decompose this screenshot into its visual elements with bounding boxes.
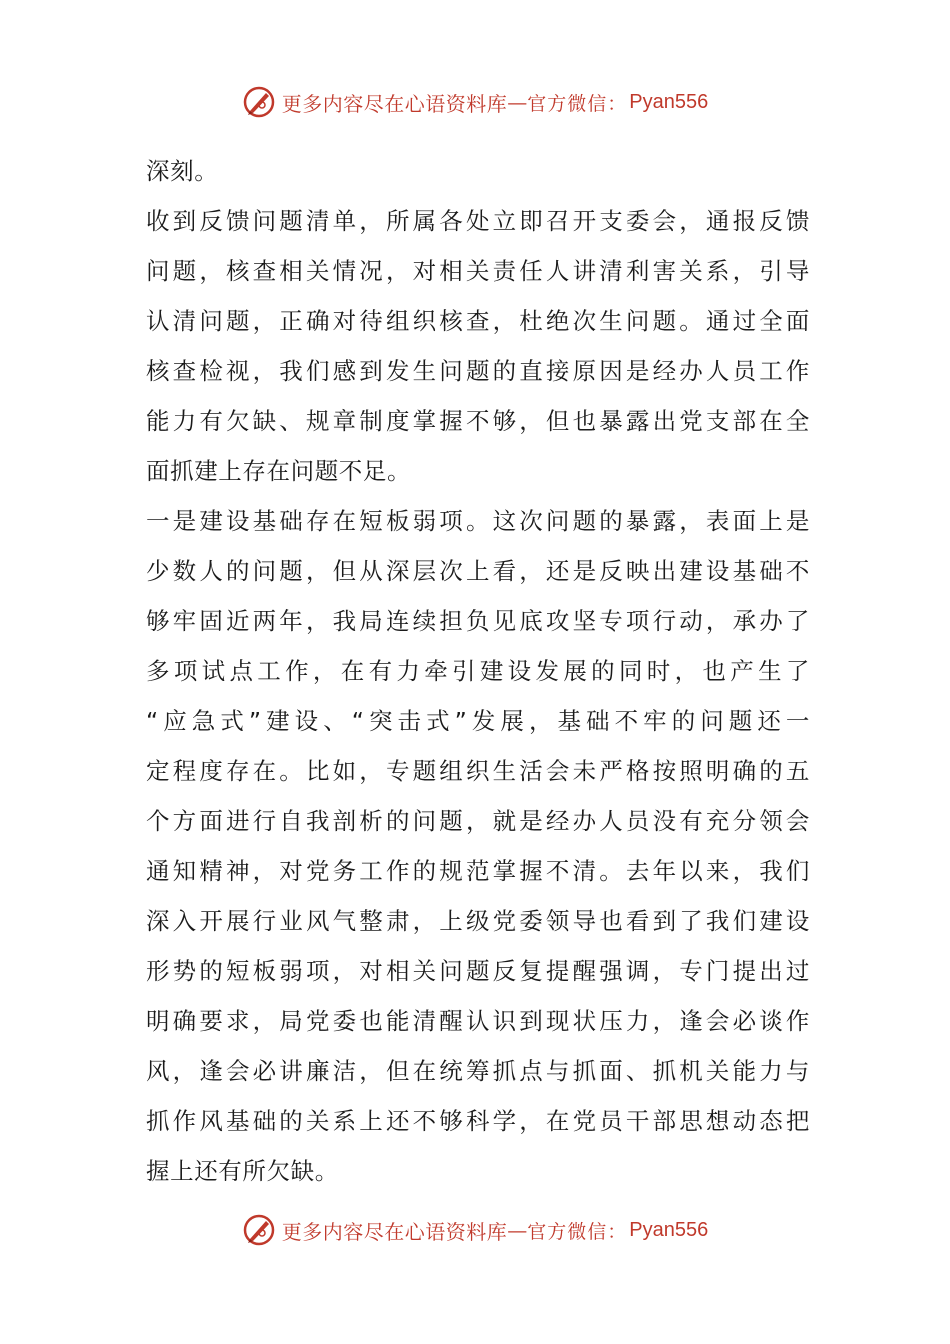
text-line: “应急式”建设、“突击式”发展，基础不牢的问题还一 <box>146 707 810 735</box>
banner-main-text: 更多内容尽在心语资料库 <box>281 1219 508 1244</box>
banner-main-text: 更多内容尽在心语资料库 <box>281 91 508 116</box>
document-body <box>146 146 810 1196</box>
text-line: 握上还有所欠缺。 <box>146 1157 339 1185</box>
banner-wechat-id: Pyan556 <box>629 1218 709 1241</box>
text-line: 明确要求，局党委也能清醒认识到现状压力，逢会必谈作 <box>146 1007 810 1035</box>
text-line: 通知精神，对党务工作的规范掌握不清。去年以来，我们 <box>146 857 810 885</box>
pen-logo-icon <box>242 1213 276 1247</box>
text-line: 多项试点工作，在有力牵引建设发展的同时，也产生了 <box>146 657 810 685</box>
text-line: 风，逢会必讲廉洁，但在统筹抓点与抓面、抓机关能力与 <box>146 1057 810 1085</box>
text-line: 问题，核查相关情况，对相关责任人讲清利害关系，引导 <box>146 257 810 285</box>
text-line: 收到反馈问题清单，所属各处立即召开支委会，通报反馈 <box>146 207 810 235</box>
text-line: 深入开展行业风气整肃，上级党委领导也看到了我们建设 <box>146 907 810 935</box>
text-line: 认清问题，正确对待组织核查，杜绝次生问题。通过全面 <box>146 307 810 335</box>
banner-separator: — <box>507 90 528 114</box>
text-line: 深刻。 <box>146 157 219 185</box>
banner-wechat-id: Pyan556 <box>629 90 709 113</box>
text-line: 能力有欠缺、规章制度掌握不够，但也暴露出党支部在全 <box>146 407 810 435</box>
footer-banner <box>0 1212 950 1248</box>
text-line: 一是建设基础存在短板弱项。这次问题的暴露，表面上是 <box>146 507 810 535</box>
text-line: 个方面进行自我剖析的问题，就是经办人员没有充分领会 <box>146 807 810 835</box>
text-line: 定程度存在。比如，专题组织生活会未严格按照明确的五 <box>146 757 810 785</box>
header-banner <box>0 84 950 120</box>
pen-logo-icon <box>242 85 276 119</box>
banner-wechat-label: 官方微信： <box>527 92 628 115</box>
banner-wechat-label: 官方微信： <box>527 1220 628 1243</box>
text-line: 形势的短板弱项，对相关问题反复提醒强调，专门提出过 <box>146 957 810 985</box>
text-line: 够牢固近两年，我局连续担负见底攻坚专项行动，承办了 <box>146 607 810 635</box>
banner-separator: — <box>507 1218 528 1242</box>
text-line: 少数人的问题，但从深层次上看，还是反映出建设基础不 <box>146 557 810 585</box>
text-line: 核查检视，我们感到发生问题的直接原因是经办人员工作 <box>146 357 810 385</box>
text-line: 抓作风基础的关系上还不够科学，在党员干部思想动态把 <box>146 1107 810 1135</box>
text-line: 面抓建上存在问题不足。 <box>146 457 412 485</box>
